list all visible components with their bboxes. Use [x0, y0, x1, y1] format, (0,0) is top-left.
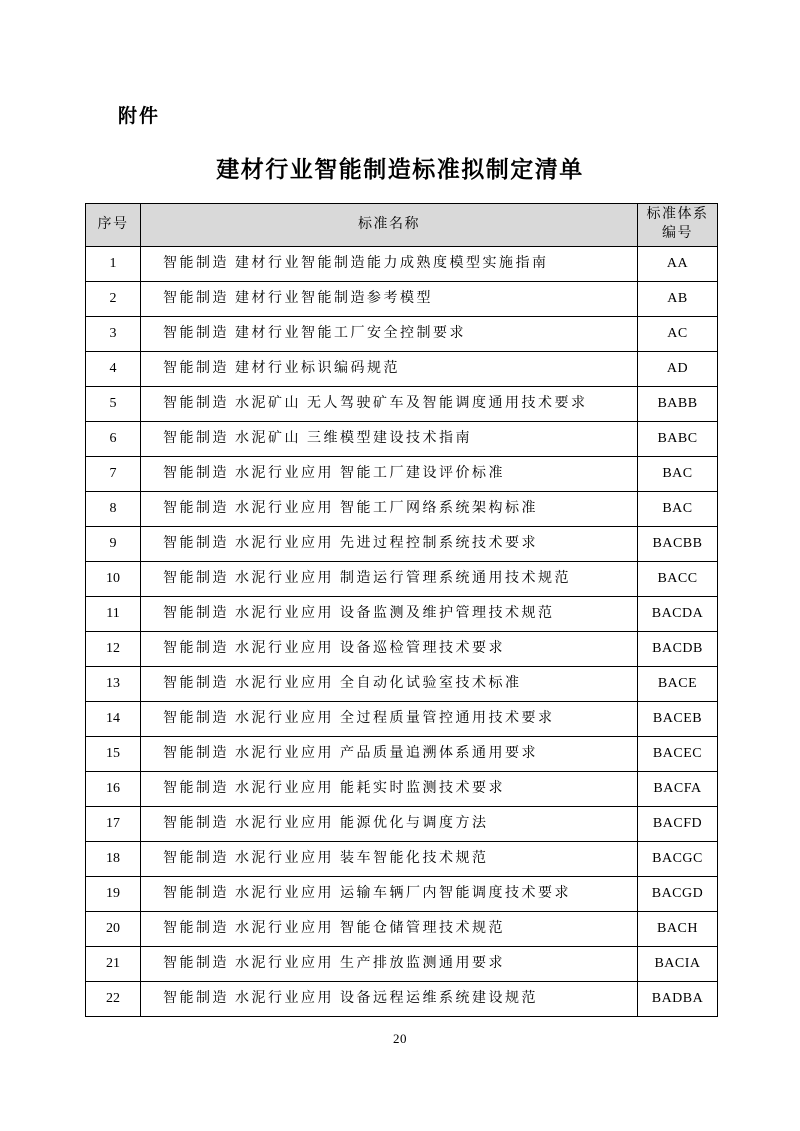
table-row	[86, 667, 718, 702]
table-row	[86, 562, 718, 597]
row-system-code: AB	[638, 282, 718, 317]
attachment-label: 附件	[118, 106, 161, 127]
row-standard-name: 智能制造 水泥行业应用 能源优化与调度方法	[141, 807, 638, 842]
row-serial-number: 19	[86, 877, 141, 912]
row-serial-number: 3	[86, 317, 141, 352]
row-serial-number: 16	[86, 772, 141, 807]
row-serial-number: 8	[86, 492, 141, 527]
row-standard-name: 智能制造 水泥行业应用 运输车辆厂内智能调度技术要求	[141, 877, 638, 912]
table-row	[86, 877, 718, 912]
row-serial-number: 12	[86, 632, 141, 667]
table-row	[86, 247, 718, 282]
row-standard-name: 智能制造 水泥矿山 三维模型建设技术指南	[141, 422, 638, 457]
table-row	[86, 737, 718, 772]
table-row	[86, 702, 718, 737]
row-standard-name: 智能制造 水泥行业应用 设备监测及维护管理技术规范	[141, 597, 638, 632]
row-system-code: BACDA	[638, 597, 718, 632]
row-standard-name: 智能制造 水泥行业应用 先进过程控制系统技术要求	[141, 527, 638, 562]
row-serial-number: 20	[86, 912, 141, 947]
row-serial-number: 4	[86, 352, 141, 387]
table-row	[86, 457, 718, 492]
row-standard-name: 智能制造 建材行业智能制造能力成熟度模型实施指南	[141, 247, 638, 282]
row-serial-number: 15	[86, 737, 141, 772]
table-row	[86, 842, 718, 877]
table-row	[86, 947, 718, 982]
table-row	[86, 632, 718, 667]
row-serial-number: 14	[86, 702, 141, 737]
table-row	[86, 387, 718, 422]
row-serial-number: 5	[86, 387, 141, 422]
header-system-code	[638, 204, 718, 247]
row-system-code: BACFD	[638, 807, 718, 842]
table-row	[86, 807, 718, 842]
table-row	[86, 772, 718, 807]
row-system-code: BACIA	[638, 947, 718, 982]
row-system-code: BACC	[638, 562, 718, 597]
row-system-code: BAC	[638, 457, 718, 492]
row-system-code: BACFA	[638, 772, 718, 807]
row-serial-number: 7	[86, 457, 141, 492]
row-system-code: AD	[638, 352, 718, 387]
row-system-code: BABB	[638, 387, 718, 422]
row-system-code: BACEC	[638, 737, 718, 772]
table-row	[86, 912, 718, 947]
row-standard-name: 智能制造 水泥行业应用 全过程质量管控通用技术要求	[141, 702, 638, 737]
row-standard-name: 智能制造 水泥行业应用 智能工厂网络系统架构标准	[141, 492, 638, 527]
row-serial-number: 11	[86, 597, 141, 632]
header-standard-name: 标准名称	[141, 204, 638, 247]
row-standard-name: 智能制造 水泥矿山 无人驾驶矿车及智能调度通用技术要求	[141, 387, 638, 422]
row-system-code: BACEB	[638, 702, 718, 737]
header-serial-number: 序号	[86, 204, 141, 247]
row-serial-number: 13	[86, 667, 141, 702]
row-standard-name: 智能制造 水泥行业应用 全自动化试验室技术标准	[141, 667, 638, 702]
page-number: 20	[393, 1031, 407, 1046]
row-serial-number: 21	[86, 947, 141, 982]
table-row	[86, 982, 718, 1017]
row-serial-number: 1	[86, 247, 141, 282]
row-system-code: BADBA	[638, 982, 718, 1017]
page-title: 建材行业智能制造标准拟制定清单	[216, 157, 584, 182]
row-standard-name: 智能制造 水泥行业应用 装车智能化技术规范	[141, 842, 638, 877]
row-standard-name: 智能制造 水泥行业应用 设备远程运维系统建设规范	[141, 982, 638, 1017]
table-header-row	[86, 204, 718, 247]
row-standard-name: 智能制造 水泥行业应用 智能仓储管理技术规范	[141, 912, 638, 947]
row-standard-name: 智能制造 水泥行业应用 产品质量追溯体系通用要求	[141, 737, 638, 772]
row-system-code: BACH	[638, 912, 718, 947]
row-system-code: BABC	[638, 422, 718, 457]
row-standard-name: 智能制造 建材行业智能工厂安全控制要求	[141, 317, 638, 352]
row-system-code: BACE	[638, 667, 718, 702]
row-standard-name: 智能制造 水泥行业应用 能耗实时监测技术要求	[141, 772, 638, 807]
table-body	[86, 247, 718, 1017]
row-system-code: BAC	[638, 492, 718, 527]
row-standard-name: 智能制造 水泥行业应用 生产排放监测通用要求	[141, 947, 638, 982]
table-row	[86, 352, 718, 387]
row-standard-name: 智能制造 水泥行业应用 制造运行管理系统通用技术规范	[141, 562, 638, 597]
standards-table	[85, 203, 718, 1017]
row-standard-name: 智能制造 水泥行业应用 智能工厂建设评价标准	[141, 457, 638, 492]
row-serial-number: 9	[86, 527, 141, 562]
table-row	[86, 317, 718, 352]
table-row	[86, 597, 718, 632]
row-system-code: AC	[638, 317, 718, 352]
row-system-code: AA	[638, 247, 718, 282]
row-serial-number: 6	[86, 422, 141, 457]
table-row	[86, 282, 718, 317]
row-standard-name: 智能制造 水泥行业应用 设备巡检管理技术要求	[141, 632, 638, 667]
row-system-code: BACGD	[638, 877, 718, 912]
header-system-code-text: 标准体系编号	[646, 207, 709, 241]
table-row	[86, 422, 718, 457]
row-system-code: BACDB	[638, 632, 718, 667]
row-standard-name: 智能制造 建材行业标识编码规范	[141, 352, 638, 387]
table-row	[86, 527, 718, 562]
row-serial-number: 18	[86, 842, 141, 877]
row-serial-number: 22	[86, 982, 141, 1017]
table-row	[86, 492, 718, 527]
row-serial-number: 10	[86, 562, 141, 597]
row-serial-number: 17	[86, 807, 141, 842]
row-system-code: BACBB	[638, 527, 718, 562]
row-system-code: BACGC	[638, 842, 718, 877]
row-serial-number: 2	[86, 282, 141, 317]
row-standard-name: 智能制造 建材行业智能制造参考模型	[141, 282, 638, 317]
